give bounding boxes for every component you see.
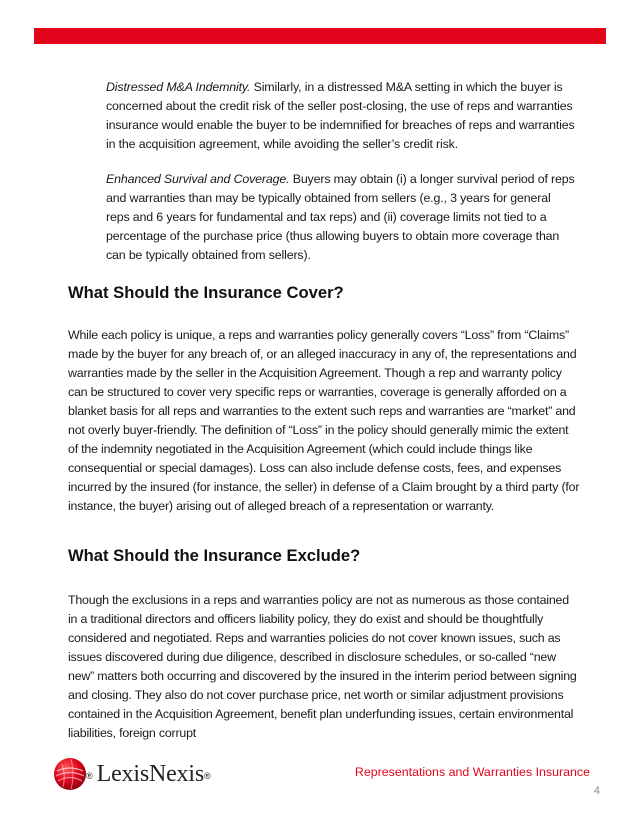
- paragraph-enhanced-survival: [106, 170, 576, 265]
- paragraph-lead-in: Distressed M&A Indemnity.: [106, 80, 251, 94]
- header-red-bar: [34, 28, 606, 44]
- registered-mark: ®: [203, 771, 211, 781]
- paragraph-distressed-ma-indemnity: [106, 78, 576, 154]
- page-number: 4: [593, 785, 600, 797]
- paragraph-lead-in: Enhanced Survival and Coverage.: [106, 172, 290, 186]
- section-heading-insurance-exclude: What Should the Insurance Exclude?: [68, 546, 361, 565]
- footer-document-title: Representations and Warranties Insurance: [354, 765, 590, 779]
- paragraph-text: Similarly, in a distressed M&A setting in which the buyer is concerned about the credit risk of the seller post-closing, the use of reps and warranties insurance would enable the buyer to be indemnified for breaches of reps and warranties in the acquisition agreement, while avoiding the seller’s credit risk.: [106, 80, 575, 151]
- registered-mark: ®: [86, 771, 93, 781]
- section-heading-insurance-cover: What Should the Insurance Cover?: [68, 283, 344, 302]
- section-body-insurance-exclude: Though the exclusions in a reps and warranties policy are not as numerous as those contained in a traditional directors and officers liability policy, they do exist and should be thoughtfully considered and negotiated. Reps and warranties policies do not cover known issues, such as issues discovered during due diligence, described in disclosure schedules, or so-called “new new” matters both occurring and discovered by the insured in the interim period between signing and closing. They also do not cover purchase price, net worth or similar adjustment provisions contained in the Acquisition Agreement, benefit plan underfunding issues, certain environmental liabilities, foreign corrupt: [68, 593, 577, 740]
- logo-wordmark: LexisNexis: [96, 760, 204, 787]
- section-body-insurance-cover: While each policy is unique, a reps and warranties policy generally covers “Loss” from “Claims” made by the buyer for any breach of, or an alleged inaccuracy in any of, the representations and warranties made by the seller in the Acquisition Agreement. Though a rep and warranty policy can be structured to cover very specific reps or warranties, coverage is generally afforded on a blanket basis for all reps and warranties to the extent such reps and warranties are “market” and not overly buyer-friendly. The definition of “Loss” in the policy should generally mimic the extent of the indemnity negotiated in the Acquisition Agreement (which could include things like consequential or special damages). Loss can also include defense costs, fees, and expenses incurred by the insured (for instance, the seller) in defense of a Claim brought by a third party (for instance, the buyer) arising out of alleged breach of a representation or warranty.: [68, 328, 580, 513]
- lexisnexis-globe-icon: [52, 756, 88, 792]
- lexisnexis-logo: [52, 756, 211, 792]
- paragraph-text: Buyers may obtain (i) a longer survival period of reps and warranties than may be typically obtained from sellers (e.g., 3 years for general reps and 6 years for fundamental and tax reps) and (ii) coverage limits not tied to a percentage of the purchase price (thus allowing buyers to obtain more coverage than can be typically obtained from sellers).: [106, 172, 575, 262]
